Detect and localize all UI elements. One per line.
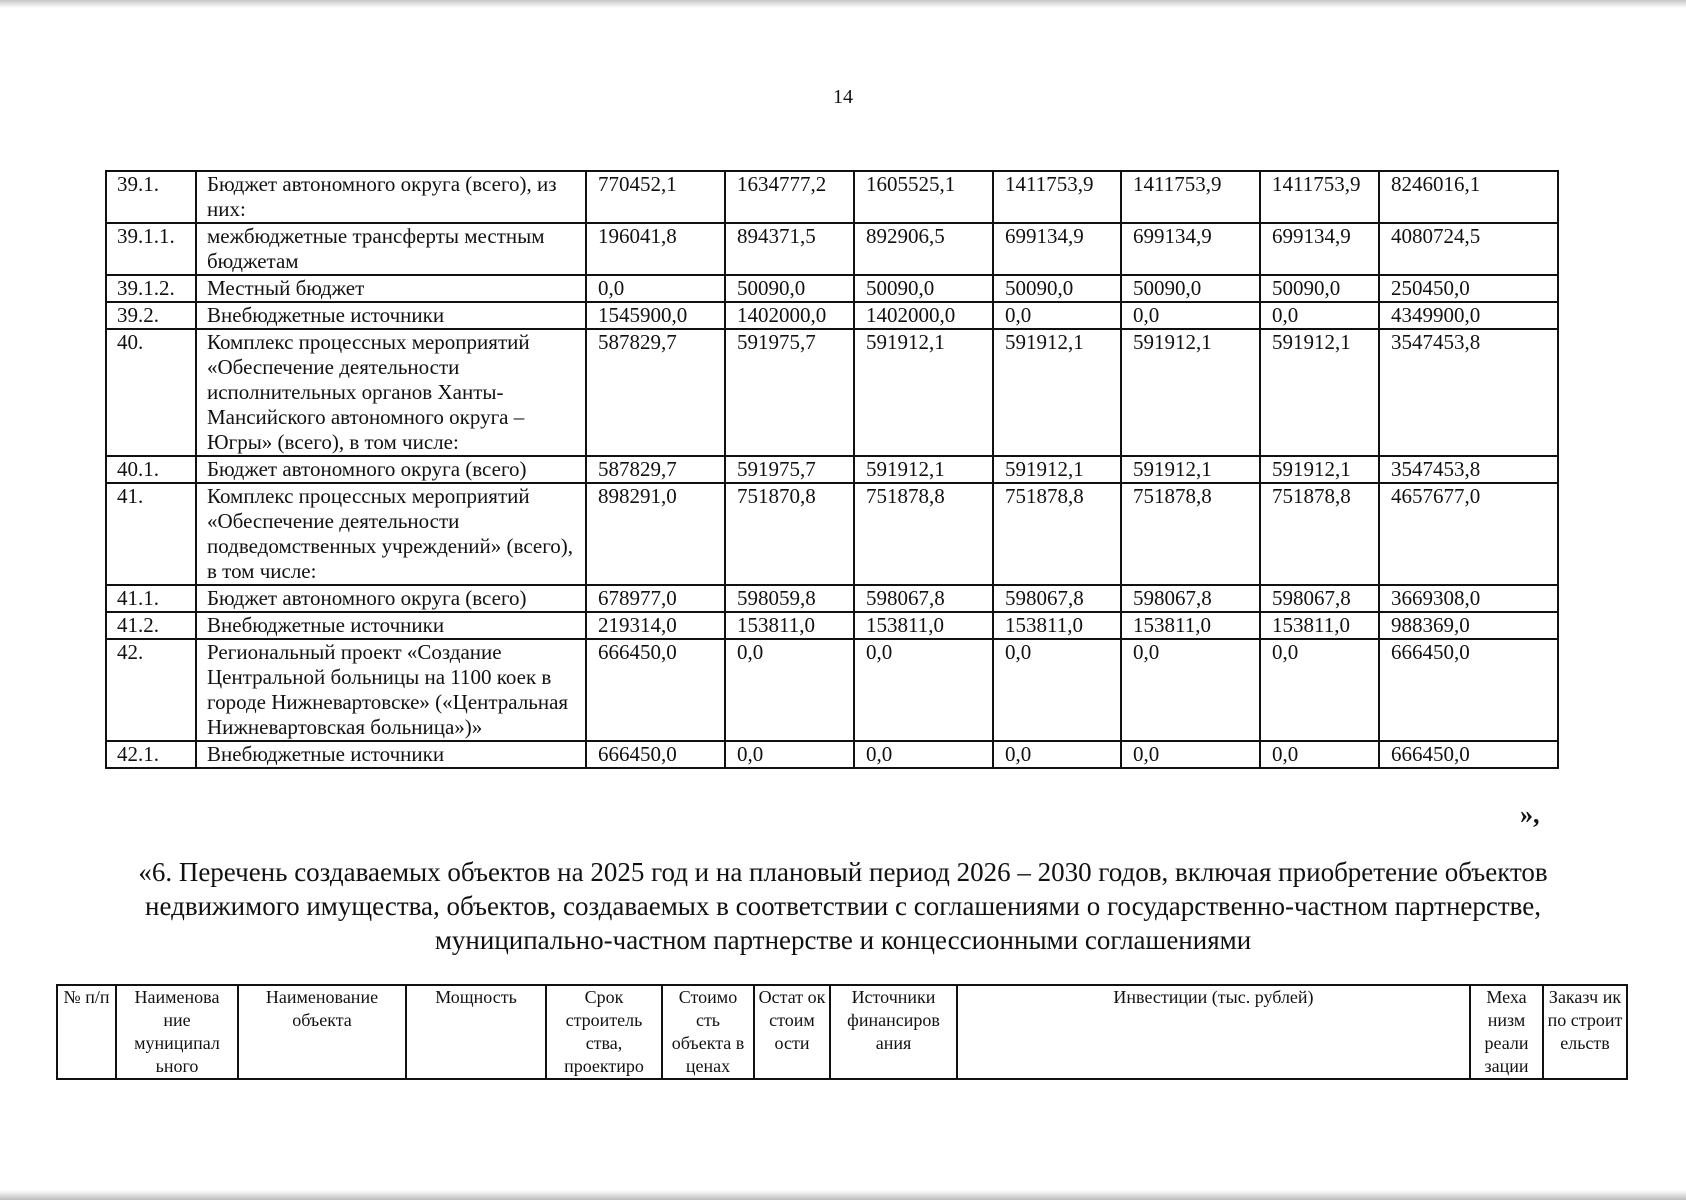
value-cell: 0,0 (1121, 741, 1260, 768)
value-cell: 591912,1 (854, 329, 993, 456)
value-cell: 770452,1 (586, 171, 725, 223)
value-cell: 587829,7 (586, 329, 725, 456)
value-cell: 751878,8 (854, 483, 993, 585)
row-label: Бюджет автономного округа (всего) (196, 456, 586, 483)
row-code: 41.1. (106, 585, 196, 612)
value-cell: 0,0 (725, 741, 854, 768)
scan-edge-top (0, 0, 1686, 8)
header-cell: Наименование объекта (238, 985, 406, 1079)
value-cell: 587829,7 (586, 456, 725, 483)
value-cell: 153811,0 (725, 612, 854, 639)
value-cell: 196041,8 (586, 223, 725, 275)
value-cell: 1411753,9 (1121, 171, 1260, 223)
value-cell: 1545900,0 (586, 302, 725, 329)
row-code: 39.1.2. (106, 275, 196, 302)
value-cell: 0,0 (1260, 741, 1379, 768)
value-cell: 591912,1 (1121, 329, 1260, 456)
value-cell: 1402000,0 (725, 302, 854, 329)
objects-header-row (57, 985, 1627, 1079)
row-label: Бюджет автономного округа (всего) (196, 585, 586, 612)
value-cell: 0,0 (725, 639, 854, 741)
value-cell: 50090,0 (725, 275, 854, 302)
value-cell: 8246016,1 (1379, 171, 1558, 223)
value-cell: 153811,0 (854, 612, 993, 639)
value-cell: 699134,9 (1121, 223, 1260, 275)
value-cell: 0,0 (1260, 639, 1379, 741)
value-cell: 0,0 (1260, 302, 1379, 329)
value-cell: 3547453,8 (1379, 456, 1558, 483)
value-cell: 699134,9 (993, 223, 1121, 275)
value-cell: 250450,0 (1379, 275, 1558, 302)
value-cell: 3547453,8 (1379, 329, 1558, 456)
row-label: Внебюджетные источники (196, 741, 586, 768)
row-label: Внебюджетные источники (196, 302, 586, 329)
header-cell: Мощность (406, 985, 546, 1079)
value-cell: 153811,0 (1121, 612, 1260, 639)
row-code: 39.2. (106, 302, 196, 329)
row-code: 40.1. (106, 456, 196, 483)
table-row (106, 302, 1558, 329)
page-number: 14 (833, 86, 853, 108)
value-cell: 0,0 (993, 741, 1121, 768)
value-cell: 591912,1 (993, 329, 1121, 456)
value-cell: 50090,0 (1121, 275, 1260, 302)
value-cell: 50090,0 (1260, 275, 1379, 302)
budget-table (105, 170, 1559, 769)
value-cell: 894371,5 (725, 223, 854, 275)
value-cell: 591912,1 (1121, 456, 1260, 483)
header-cell: Источники финансиров ания (830, 985, 957, 1079)
section-heading: «6. Перечень создаваемых объектов на 2025 год и на плановый период 2026 – 2030 годов, включая приобретение объектов недвижимого имущества, объектов, создаваемых в соответствии с соглашениями о государственно-частном партнерстве, муниципально-частном партнерстве и концессионными соглашениями (138, 857, 1548, 955)
value-cell: 751870,8 (725, 483, 854, 585)
table-row (106, 585, 1558, 612)
value-cell: 892906,5 (854, 223, 993, 275)
value-cell: 3669308,0 (1379, 585, 1558, 612)
value-cell: 1634777,2 (725, 171, 854, 223)
value-cell: 4657677,0 (1379, 483, 1558, 585)
scan-edge-bottom (0, 1190, 1686, 1200)
row-code: 41.2. (106, 612, 196, 639)
value-cell: 50090,0 (993, 275, 1121, 302)
value-cell: 751878,8 (1121, 483, 1260, 585)
value-cell: 1411753,9 (993, 171, 1121, 223)
row-label: Бюджет автономного округа (всего), из них: (196, 171, 586, 223)
row-code: 42. (106, 639, 196, 741)
value-cell: 1605525,1 (854, 171, 993, 223)
table-row (106, 275, 1558, 302)
value-cell: 751878,8 (1260, 483, 1379, 585)
header-cell: Остат ок стоим ости (754, 985, 830, 1079)
value-cell: 666450,0 (586, 741, 725, 768)
value-cell: 666450,0 (1379, 741, 1558, 768)
row-code: 40. (106, 329, 196, 456)
table-row (106, 612, 1558, 639)
value-cell: 0,0 (854, 741, 993, 768)
value-cell: 4080724,5 (1379, 223, 1558, 275)
value-cell: 666450,0 (1379, 639, 1558, 741)
closing-quote: », (1520, 800, 1540, 829)
header-cell: Заказч ик по строит ельств (1543, 985, 1627, 1079)
value-cell: 699134,9 (1260, 223, 1379, 275)
value-cell: 50090,0 (854, 275, 993, 302)
value-cell: 0,0 (1121, 639, 1260, 741)
row-label: межбюджетные трансферты местным бюджетам (196, 223, 586, 275)
row-label: Местный бюджет (196, 275, 586, 302)
header-cell: Меха низм реали зации (1470, 985, 1543, 1079)
value-cell: 0,0 (993, 639, 1121, 741)
value-cell: 678977,0 (586, 585, 725, 612)
row-label: Внебюджетные источники (196, 612, 586, 639)
value-cell: 751878,8 (993, 483, 1121, 585)
value-cell: 219314,0 (586, 612, 725, 639)
table-row (106, 223, 1558, 275)
value-cell: 0,0 (854, 639, 993, 741)
value-cell: 153811,0 (993, 612, 1121, 639)
value-cell: 598067,8 (854, 585, 993, 612)
row-label: Региональный проект «Создание Центральной больницы на 1100 коек в городе Нижневартовске» («Центральная Нижневартовская больница»)» (196, 639, 586, 741)
value-cell: 591975,7 (725, 456, 854, 483)
table-row (106, 456, 1558, 483)
value-cell: 153811,0 (1260, 612, 1379, 639)
row-code: 41. (106, 483, 196, 585)
value-cell: 0,0 (993, 302, 1121, 329)
value-cell: 591912,1 (1260, 456, 1379, 483)
header-cell: Инвестиции (тыс. рублей) (957, 985, 1470, 1079)
row-code: 39.1. (106, 171, 196, 223)
value-cell: 666450,0 (586, 639, 725, 741)
value-cell: 1402000,0 (854, 302, 993, 329)
row-label: Комплекс процессных мероприятий «Обеспечение деятельности подведомственных учреждений» (всего), в том числе: (196, 483, 586, 585)
value-cell: 898291,0 (586, 483, 725, 585)
value-cell: 0,0 (1121, 302, 1260, 329)
value-cell: 591975,7 (725, 329, 854, 456)
objects-table (56, 984, 1628, 1080)
row-code: 39.1.1. (106, 223, 196, 275)
table-row (106, 171, 1558, 223)
value-cell: 591912,1 (854, 456, 993, 483)
value-cell: 0,0 (586, 275, 725, 302)
table-row (106, 483, 1558, 585)
row-label: Комплекс процессных мероприятий «Обеспечение деятельности исполнительных органов Ханты-Мансийского автономного округа – Югры» (всего), в том числе: (196, 329, 586, 456)
header-cell: Наименова ние муниципал ьного (116, 985, 238, 1079)
row-code: 42.1. (106, 741, 196, 768)
value-cell: 598067,8 (993, 585, 1121, 612)
value-cell: 1411753,9 (1260, 171, 1379, 223)
value-cell: 598059,8 (725, 585, 854, 612)
value-cell: 598067,8 (1121, 585, 1260, 612)
table-row (106, 329, 1558, 456)
table-row (106, 639, 1558, 741)
header-cell: Срок строитель ства, проектиро (546, 985, 662, 1079)
value-cell: 598067,8 (1260, 585, 1379, 612)
value-cell: 4349900,0 (1379, 302, 1558, 329)
value-cell: 988369,0 (1379, 612, 1558, 639)
header-cell: № п/п (57, 985, 116, 1079)
value-cell: 591912,1 (993, 456, 1121, 483)
value-cell: 591912,1 (1260, 329, 1379, 456)
table-row (106, 741, 1558, 768)
header-cell: Стоимо сть объекта в ценах (662, 985, 754, 1079)
